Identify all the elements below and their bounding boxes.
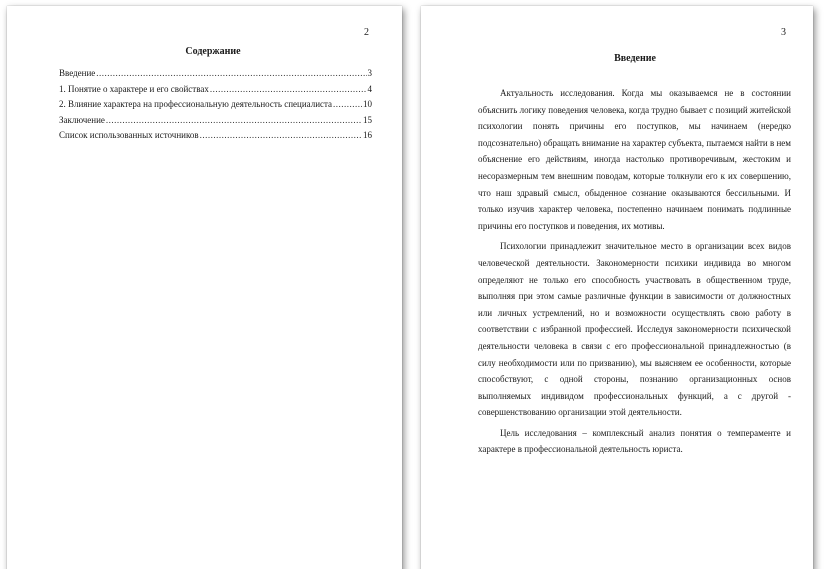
right-page (421, 6, 813, 569)
toc-leader-dots (96, 67, 366, 79)
toc-entry-page: 16 (363, 130, 372, 140)
toc-entry[interactable] (59, 114, 372, 130)
section-title: Введение (614, 53, 656, 64)
introduction-body (478, 85, 791, 462)
table-of-contents (59, 67, 372, 145)
toc-entry-page: 4 (367, 83, 372, 94)
toc-leader-dots (200, 129, 362, 141)
toc-leader-dots (333, 98, 362, 110)
toc-leader-dots (210, 83, 367, 95)
toc-leader-dots (106, 114, 362, 126)
paragraph: Психологии принадлежит значительное место в организации всех видов человеческой деятельности. Закономерности психики индивида во многом определяют не только его способность участвовать в общественном труде, выполняя при этом самые различные функции в зависимости от должностных или личных устремлений, но и возможности осуществлять свою работу в соответствии с избранной профессией. Исследуя закономерности психической деятельности человека в связи с его профессиональной принадлежностью (в силу необходимости или по призванию), мы выясняем ее особенности, которые способствуют, с одной стороны, познанию организационных основ выполняемых индивидом профессиональных функций, а с другой - совершенствованию организации этой деятельности. (478, 241, 791, 418)
toc-entry-label: Заключение (59, 114, 105, 125)
toc-entry[interactable] (59, 67, 372, 83)
toc-entry[interactable] (59, 129, 372, 145)
toc-entry-page: 10 (363, 99, 372, 109)
toc-entry[interactable] (59, 83, 372, 99)
toc-entry-label: 2. Влияние характера на профессиональную деятельность специалиста (59, 99, 333, 109)
toc-entry[interactable] (59, 98, 372, 114)
toc-entry-label: 1. Понятие о характере и его свойствах (59, 83, 209, 94)
toc-entry-page: 3 (367, 68, 372, 78)
toc-entry-label: Введение (59, 68, 96, 78)
paragraph: Актуальность исследования. Когда мы оказываемся не в состоянии объяснить логику поведения человека, когда трудно бывает с позиций житейской психологии понять причины его поступков, мы начинаем (нередко подсознательно) обращать внимание на характер субъекта, пытаемся найти в нем объяснение его действиям, иногда настолько противоречивым, жестоким и несоразмерным тем внешним поводам, которые толкнули его к их совершению, что наш здравый смысл, обыденное сознание оказываются бессильными. И только изучив характер человека, постепенно начинаем понимать подлинные причины его поступков и поведения, их мотивы. (478, 88, 791, 231)
toc-entry-page: 15 (363, 114, 372, 125)
paragraph: Цель исследования – комплексный анализ понятия о темпераменте и характере в профессиональной деятельность юриста. (478, 427, 791, 455)
page-number: 3 (781, 27, 786, 38)
left-page (7, 6, 402, 569)
toc-title: Содержание (185, 46, 241, 57)
toc-entry-label: Список использованных источников (59, 130, 199, 140)
page-number: 2 (364, 27, 369, 38)
